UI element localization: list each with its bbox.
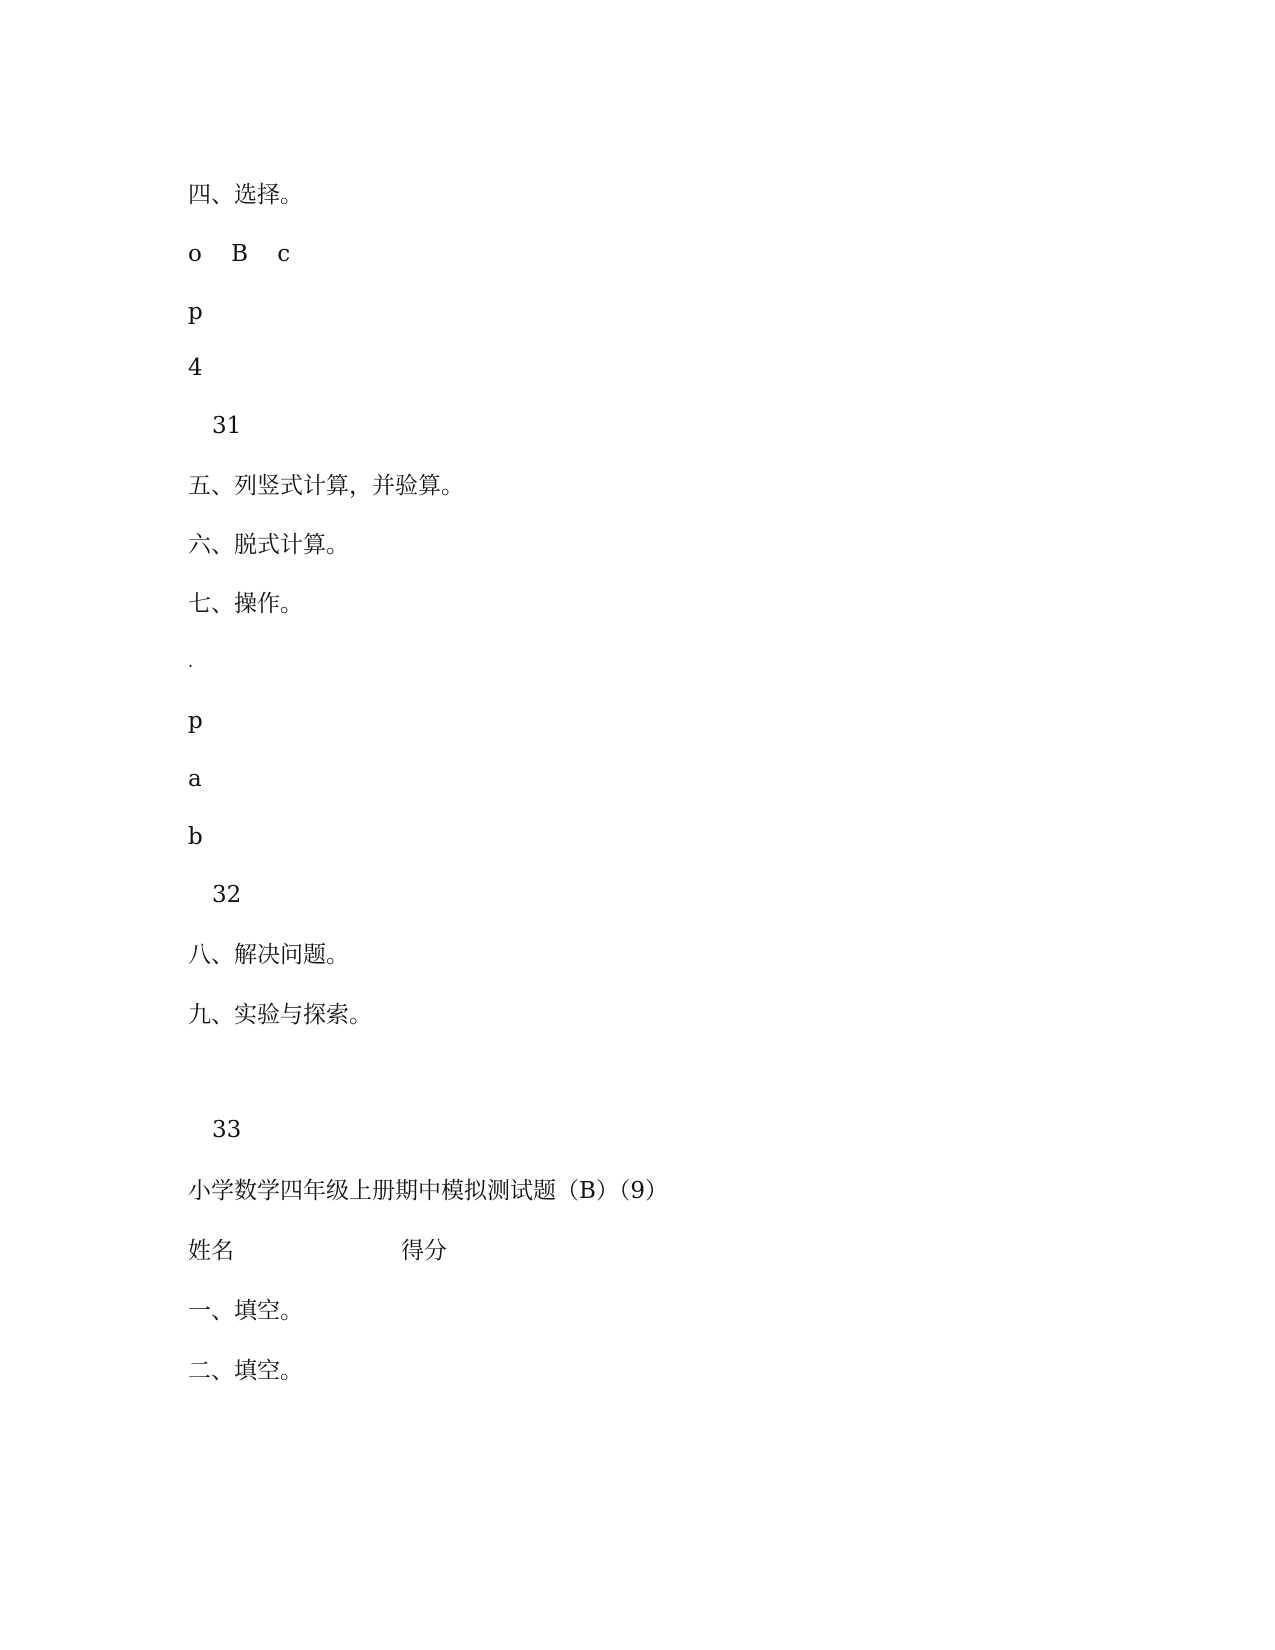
score-label: 得分	[401, 1238, 447, 1264]
section-heading-vertical-calc: 五、列竖式计算，并验算。	[188, 473, 464, 499]
name-label: 姓名	[188, 1238, 234, 1264]
section-heading-step-calc: 六、脱式计算。	[188, 532, 349, 558]
line-label-a: a	[188, 766, 202, 792]
section-heading-fill-blank-1: 一、填空。	[188, 1298, 303, 1324]
point-label-p: p	[188, 708, 203, 734]
section-heading-choice: 四、选择。	[188, 182, 303, 208]
stray-number-4: 4	[188, 355, 203, 381]
page-number-31: 31	[212, 413, 242, 439]
stray-letter-p: p	[188, 299, 203, 325]
name-score-row	[188, 1236, 447, 1266]
page-number-32: 32	[212, 882, 242, 908]
section-heading-problem-solving: 八、解决问题。	[188, 942, 349, 968]
document-title: 小学数学四年级上册期中模拟测试题（B）（9）	[188, 1178, 669, 1204]
page-number-33: 33	[212, 1117, 242, 1143]
section-heading-fill-blank-2: 二、填空。	[188, 1358, 303, 1384]
section-heading-operation: 七、操作。	[188, 591, 303, 617]
line-label-b: b	[188, 824, 203, 850]
choice-options-text: o B c	[188, 241, 291, 267]
stray-dot: .	[188, 652, 194, 671]
section-heading-exploration: 九、实验与探索。	[188, 1002, 372, 1028]
